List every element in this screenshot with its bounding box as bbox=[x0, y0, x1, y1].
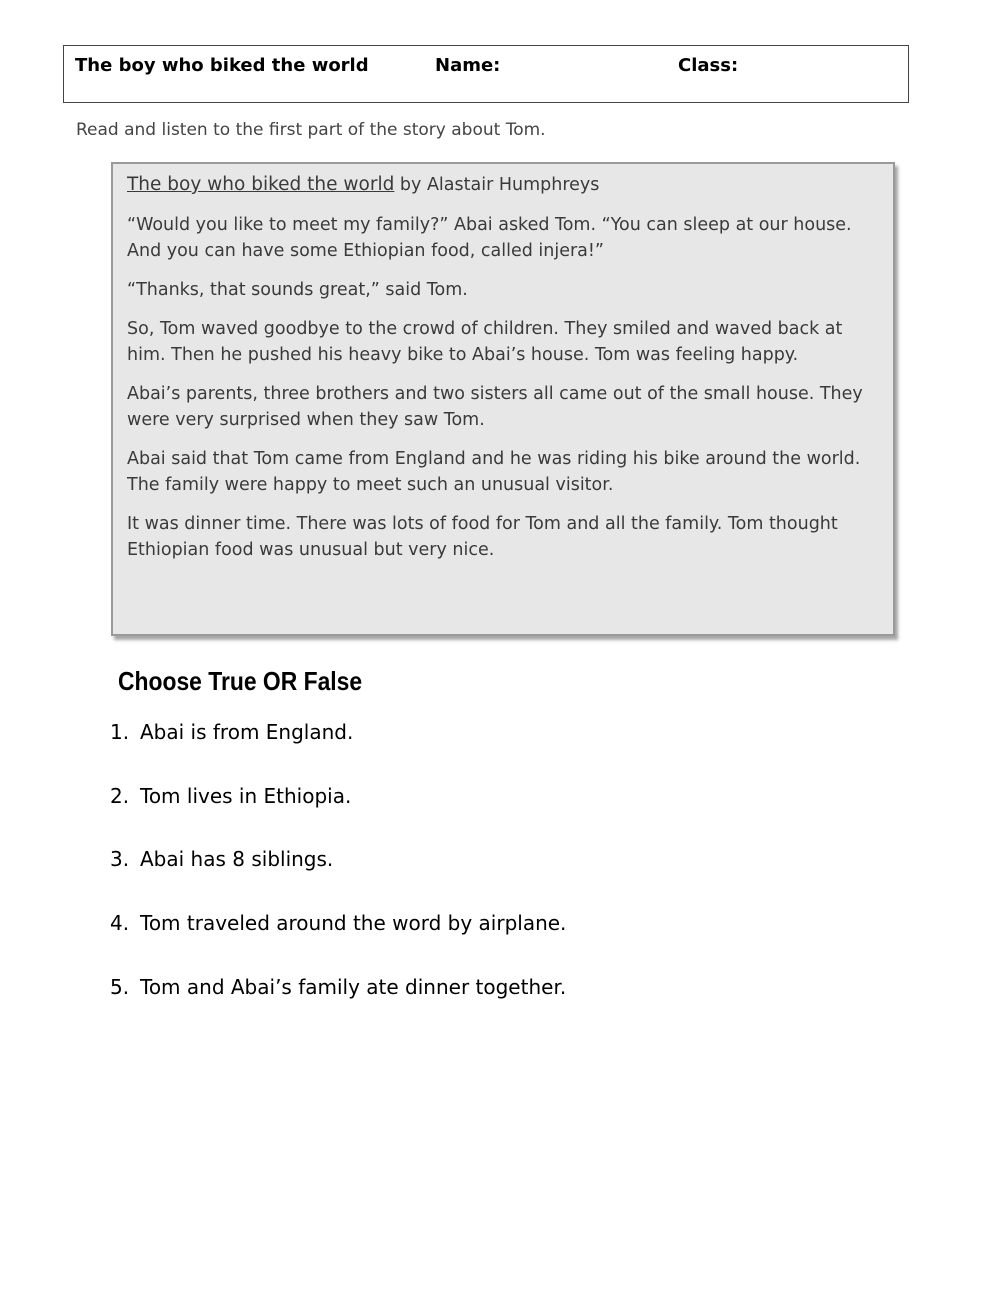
name-label: Name: bbox=[435, 55, 501, 76]
question-number: 3. bbox=[110, 847, 130, 871]
story-paragraph: So, Tom waved goodbye to the crowd of children. They smiled and waved back at him. Then he pushed his heavy bike to Abai’s house. Tom was feeling happy. bbox=[127, 319, 843, 365]
story-author: by Alastair Humphreys bbox=[394, 175, 600, 195]
instruction-text: Read and listen to the first part of the story about Tom. bbox=[76, 120, 546, 140]
question-item bbox=[110, 975, 566, 999]
question-number: 2. bbox=[110, 784, 130, 808]
questions-heading: Choose True OR False bbox=[118, 666, 363, 696]
question-item bbox=[110, 720, 353, 744]
question-number: 4. bbox=[110, 911, 130, 935]
story-paragraph: Abai said that Tom came from England and he was riding his bike around the world. The family were happy to meet such an unusual visitor. bbox=[127, 449, 861, 495]
question-item bbox=[110, 847, 333, 871]
story-title: The boy who biked the world bbox=[127, 174, 395, 195]
class-label: Class: bbox=[678, 55, 739, 76]
story-box bbox=[111, 162, 895, 636]
question-text: Tom traveled around the word by airplane. bbox=[140, 911, 567, 935]
question-text: Abai is from England. bbox=[140, 720, 354, 744]
story-paragraph: “Would you like to meet my family?” Abai asked Tom. “You can sleep at our house. And you can have some Ethiopian food, called injera!” bbox=[127, 215, 852, 261]
story-paragraph: Abai’s parents, three brothers and two sisters all came out of the small house. They were very surprised when they saw Tom. bbox=[127, 384, 863, 430]
question-number: 5. bbox=[110, 975, 130, 999]
worksheet-header bbox=[63, 45, 909, 103]
question-text: Tom and Abai’s family ate dinner together. bbox=[140, 975, 567, 999]
question-text: Tom lives in Ethiopia. bbox=[140, 784, 352, 808]
question-item bbox=[110, 911, 566, 935]
worksheet-title: The boy who biked the world bbox=[75, 55, 369, 76]
question-number: 1. bbox=[110, 720, 130, 744]
story-title-line bbox=[127, 172, 881, 198]
question-item bbox=[110, 784, 351, 808]
question-text: Abai has 8 siblings. bbox=[140, 847, 334, 871]
story-paragraph: It was dinner time. There was lots of food for Tom and all the family. Tom thought Ethiopian food was unusual but very nice. bbox=[127, 514, 838, 560]
story-paragraph: “Thanks, that sounds great,” said Tom. bbox=[127, 280, 468, 300]
